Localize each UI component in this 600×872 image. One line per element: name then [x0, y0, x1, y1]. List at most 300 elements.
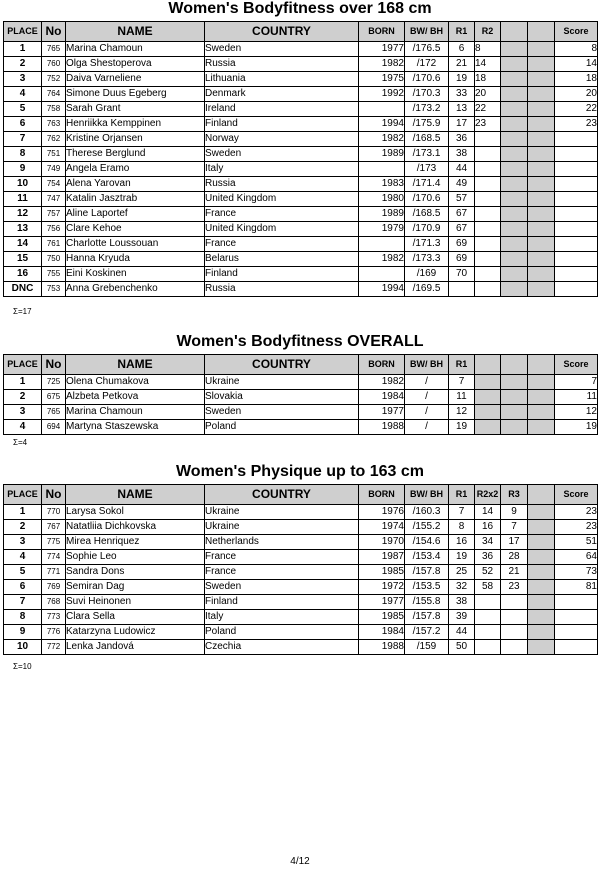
cell-bwbh: /169.5 — [405, 282, 449, 297]
cell-r1: 17 — [449, 117, 475, 132]
empty-cell — [501, 147, 528, 162]
cell-country: France — [205, 550, 359, 565]
cell-country: Czechia — [205, 640, 359, 655]
entry-count: Σ=17 — [13, 307, 32, 316]
cell-score — [555, 252, 598, 267]
results-table-physique-up-to-163 — [3, 484, 598, 655]
table-row — [4, 177, 598, 192]
cell-bwbh: /154.6 — [405, 535, 449, 550]
empty-cell — [528, 117, 555, 132]
empty-cell — [528, 267, 555, 282]
cell-bwbh: /168.5 — [405, 132, 449, 147]
col-header-r1: R1 — [449, 355, 475, 375]
cell-place: 2 — [4, 520, 42, 535]
cell-born: 1970 — [359, 535, 405, 550]
cell-bwbh: /170.6 — [405, 72, 449, 87]
cell-r3: 7 — [501, 520, 528, 535]
cell-country: Sweden — [205, 580, 359, 595]
col-header-country: COUNTRY — [205, 22, 359, 42]
cell-r1: 44 — [449, 162, 475, 177]
cell-score — [555, 192, 598, 207]
col-header-born: BORN — [359, 355, 405, 375]
cell-no: 758 — [42, 102, 66, 117]
empty-cell — [528, 535, 555, 550]
cell-no: 774 — [42, 550, 66, 565]
cell-place: 6 — [4, 117, 42, 132]
table-row — [4, 610, 598, 625]
cell-country: Netherlands — [205, 535, 359, 550]
cell-place: 10 — [4, 177, 42, 192]
page-number: 4/12 — [290, 856, 310, 867]
col-header-score: Score — [555, 485, 598, 505]
empty-cell — [475, 405, 501, 420]
empty-cell — [501, 132, 528, 147]
table-row — [4, 267, 598, 282]
table-row — [4, 117, 598, 132]
table-row — [4, 72, 598, 87]
cell-r2x2 — [475, 625, 501, 640]
cell-place: 1 — [4, 375, 42, 390]
cell-r1: 33 — [449, 87, 475, 102]
empty-cell — [528, 132, 555, 147]
cell-r1: 19 — [449, 550, 475, 565]
cell-no: 769 — [42, 580, 66, 595]
table-row — [4, 207, 598, 222]
cell-name: Anna Grebenchenko — [66, 282, 205, 297]
cell-born: 1994 — [359, 117, 405, 132]
empty-cell — [501, 420, 528, 435]
col-header-bwbh: BW/ BH — [405, 485, 449, 505]
cell-r2x2: 34 — [475, 535, 501, 550]
cell-r2 — [475, 252, 501, 267]
empty-cell — [528, 162, 555, 177]
cell-place: 1 — [4, 42, 42, 57]
table-row — [4, 132, 598, 147]
cell-bwbh: /160.3 — [405, 505, 449, 520]
cell-name: Clara Sella — [66, 610, 205, 625]
cell-score: 12 — [555, 405, 598, 420]
empty-cell — [528, 147, 555, 162]
empty-cell — [475, 420, 501, 435]
cell-no: 750 — [42, 252, 66, 267]
table-row — [4, 640, 598, 655]
cell-place: 8 — [4, 610, 42, 625]
cell-r1: 49 — [449, 177, 475, 192]
cell-no: 725 — [42, 375, 66, 390]
table-header-row — [4, 22, 598, 42]
cell-score: 18 — [555, 72, 598, 87]
cell-place: 4 — [4, 87, 42, 102]
table-row — [4, 282, 598, 297]
cell-score: 51 — [555, 535, 598, 550]
empty-cell — [528, 222, 555, 237]
cell-score: 73 — [555, 565, 598, 580]
cell-score: 8 — [555, 42, 598, 57]
cell-born — [359, 102, 405, 117]
empty-cell — [528, 207, 555, 222]
cell-bwbh: /175.9 — [405, 117, 449, 132]
col-header-no: No — [42, 22, 66, 42]
cell-country: Poland — [205, 625, 359, 640]
cell-r1: 39 — [449, 610, 475, 625]
cell-r1: 70 — [449, 267, 475, 282]
cell-name: Lenka Jandová — [66, 640, 205, 655]
cell-r2x2: 16 — [475, 520, 501, 535]
empty-cell — [501, 207, 528, 222]
cell-bwbh: /155.8 — [405, 595, 449, 610]
empty-cell — [528, 505, 555, 520]
cell-place: 5 — [4, 102, 42, 117]
cell-score: 23 — [555, 117, 598, 132]
col-header-empty — [501, 355, 528, 375]
col-header-born: BORN — [359, 22, 405, 42]
cell-born: 1982 — [359, 252, 405, 267]
col-header-score: Score — [555, 355, 598, 375]
cell-country: Denmark — [205, 87, 359, 102]
cell-score — [555, 207, 598, 222]
cell-r1: 69 — [449, 237, 475, 252]
cell-score: 64 — [555, 550, 598, 565]
cell-country: Russia — [205, 57, 359, 72]
cell-score — [555, 640, 598, 655]
cell-place: 9 — [4, 162, 42, 177]
cell-born: 1980 — [359, 192, 405, 207]
cell-no: 765 — [42, 42, 66, 57]
empty-cell — [501, 252, 528, 267]
cell-r1: 32 — [449, 580, 475, 595]
empty-cell — [528, 42, 555, 57]
table-row — [4, 57, 598, 72]
cell-place: 2 — [4, 390, 42, 405]
col-header-r2x2: R2x2 — [475, 485, 501, 505]
cell-no: 757 — [42, 207, 66, 222]
entry-count: Σ=10 — [13, 662, 32, 671]
col-header-place: PLACE — [4, 22, 42, 42]
empty-cell — [501, 162, 528, 177]
cell-country: Italy — [205, 610, 359, 625]
cell-born: 1983 — [359, 177, 405, 192]
cell-country: Ukraine — [205, 505, 359, 520]
col-header-name: NAME — [66, 355, 205, 375]
cell-country: France — [205, 207, 359, 222]
results-table-bodyfitness-overall — [3, 354, 598, 435]
cell-r2x2: 58 — [475, 580, 501, 595]
cell-country: United Kingdom — [205, 192, 359, 207]
empty-cell — [528, 252, 555, 267]
cell-score: 20 — [555, 87, 598, 102]
empty-cell — [528, 390, 555, 405]
section-title-physique-up-to-163: Women's Physique up to 163 cm — [175, 463, 424, 480]
section-title-bodyfitness-over-168: Women's Bodyfitness over 168 cm — [168, 0, 432, 17]
cell-place: 3 — [4, 405, 42, 420]
cell-score: 11 — [555, 390, 598, 405]
table-row — [4, 550, 598, 565]
cell-name: Henriikka Kemppinen — [66, 117, 205, 132]
col-header-born: BORN — [359, 485, 405, 505]
cell-name: Olena Chumakova — [66, 375, 205, 390]
cell-country: Sweden — [205, 405, 359, 420]
table-row — [4, 580, 598, 595]
cell-r2: 20 — [475, 87, 501, 102]
cell-bwbh: /171.3 — [405, 237, 449, 252]
empty-cell — [528, 640, 555, 655]
col-header-empty — [528, 355, 555, 375]
cell-no: 694 — [42, 420, 66, 435]
col-header-no: No — [42, 355, 66, 375]
col-header-place: PLACE — [4, 485, 42, 505]
cell-place: 7 — [4, 595, 42, 610]
cell-score: 14 — [555, 57, 598, 72]
cell-r1: 6 — [449, 42, 475, 57]
cell-bwbh: / — [405, 390, 449, 405]
cell-name: Martyna Staszewska — [66, 420, 205, 435]
cell-bwbh: /169 — [405, 267, 449, 282]
cell-r1: 13 — [449, 102, 475, 117]
cell-r2 — [475, 207, 501, 222]
cell-r1: 7 — [449, 375, 475, 390]
empty-cell — [528, 375, 555, 390]
table-row — [4, 102, 598, 117]
cell-country: Finland — [205, 595, 359, 610]
cell-bwbh: /176.5 — [405, 42, 449, 57]
empty-cell — [528, 550, 555, 565]
col-header-no: No — [42, 485, 66, 505]
cell-r1: 38 — [449, 147, 475, 162]
cell-no: 762 — [42, 132, 66, 147]
cell-country: Ireland — [205, 102, 359, 117]
cell-born: 1979 — [359, 222, 405, 237]
cell-r2: 14 — [475, 57, 501, 72]
col-header-empty — [528, 22, 555, 42]
cell-score — [555, 625, 598, 640]
col-header-country: COUNTRY — [205, 485, 359, 505]
cell-bwbh: /172 — [405, 57, 449, 72]
cell-bwbh: /157.2 — [405, 625, 449, 640]
cell-no: 755 — [42, 267, 66, 282]
cell-bwbh: /170.3 — [405, 87, 449, 102]
empty-cell — [501, 237, 528, 252]
empty-cell — [528, 610, 555, 625]
cell-born: 1992 — [359, 87, 405, 102]
table-row — [4, 162, 598, 177]
cell-no: 765 — [42, 405, 66, 420]
cell-r2 — [475, 147, 501, 162]
cell-born: 1985 — [359, 610, 405, 625]
table-row — [4, 42, 598, 57]
cell-born: 1984 — [359, 625, 405, 640]
empty-cell — [528, 595, 555, 610]
empty-cell — [528, 57, 555, 72]
cell-name: Marina Chamoun — [66, 42, 205, 57]
cell-born: 1974 — [359, 520, 405, 535]
table-header-row — [4, 485, 598, 505]
cell-born: 1988 — [359, 640, 405, 655]
cell-r2 — [475, 192, 501, 207]
cell-r2 — [475, 237, 501, 252]
cell-r1 — [449, 282, 475, 297]
cell-no: 753 — [42, 282, 66, 297]
cell-place: 15 — [4, 252, 42, 267]
cell-no: 771 — [42, 565, 66, 580]
empty-cell — [501, 102, 528, 117]
cell-bwbh: / — [405, 375, 449, 390]
cell-r2 — [475, 222, 501, 237]
cell-born — [359, 267, 405, 282]
cell-r2: 18 — [475, 72, 501, 87]
cell-score — [555, 282, 598, 297]
empty-cell — [501, 222, 528, 237]
cell-no: 764 — [42, 87, 66, 102]
cell-r1: 25 — [449, 565, 475, 580]
cell-no: 749 — [42, 162, 66, 177]
empty-cell — [528, 237, 555, 252]
col-header-r1: R1 — [449, 22, 475, 42]
cell-name: Alena Yarovan — [66, 177, 205, 192]
cell-r1: 19 — [449, 420, 475, 435]
table-row — [4, 420, 598, 435]
cell-score: 22 — [555, 102, 598, 117]
cell-country: Poland — [205, 420, 359, 435]
cell-no: 675 — [42, 390, 66, 405]
table-row — [4, 192, 598, 207]
cell-no: 776 — [42, 625, 66, 640]
table-row — [4, 565, 598, 580]
cell-r2x2 — [475, 640, 501, 655]
cell-name: Daiva Varneliene — [66, 72, 205, 87]
cell-score — [555, 132, 598, 147]
cell-name: Marina Chamoun — [66, 405, 205, 420]
cell-country: Russia — [205, 282, 359, 297]
table-row — [4, 87, 598, 102]
table-row — [4, 390, 598, 405]
cell-name: Olga Shestoperova — [66, 57, 205, 72]
cell-r1: 57 — [449, 192, 475, 207]
cell-r1: 12 — [449, 405, 475, 420]
cell-born — [359, 162, 405, 177]
col-header-place: PLACE — [4, 355, 42, 375]
cell-r1: 69 — [449, 252, 475, 267]
cell-born: 1982 — [359, 375, 405, 390]
entry-count: Σ=4 — [13, 438, 28, 447]
cell-r1: 21 — [449, 57, 475, 72]
results-table-bodyfitness-over-168 — [3, 21, 598, 297]
cell-no: 772 — [42, 640, 66, 655]
cell-born: 1977 — [359, 595, 405, 610]
cell-r3: 28 — [501, 550, 528, 565]
cell-country: United Kingdom — [205, 222, 359, 237]
cell-r1: 67 — [449, 222, 475, 237]
table-row — [4, 222, 598, 237]
cell-place: 10 — [4, 640, 42, 655]
table-row — [4, 237, 598, 252]
cell-r2x2: 36 — [475, 550, 501, 565]
cell-born: 1972 — [359, 580, 405, 595]
cell-no: 770 — [42, 505, 66, 520]
cell-r1: 36 — [449, 132, 475, 147]
cell-bwbh: /170.6 — [405, 192, 449, 207]
cell-r2x2: 52 — [475, 565, 501, 580]
cell-country: Slovakia — [205, 390, 359, 405]
table-header-row — [4, 355, 598, 375]
cell-name: Clare Kehoe — [66, 222, 205, 237]
cell-score — [555, 267, 598, 282]
cell-bwbh: /173.3 — [405, 252, 449, 267]
cell-bwbh: /153.5 — [405, 580, 449, 595]
cell-country: Sweden — [205, 147, 359, 162]
cell-no: 760 — [42, 57, 66, 72]
cell-born: 1982 — [359, 57, 405, 72]
cell-no: 754 — [42, 177, 66, 192]
cell-born: 1994 — [359, 282, 405, 297]
cell-r2 — [475, 177, 501, 192]
cell-place: 3 — [4, 72, 42, 87]
cell-score: 81 — [555, 580, 598, 595]
cell-place: 16 — [4, 267, 42, 282]
cell-bwbh: /157.8 — [405, 610, 449, 625]
empty-cell — [528, 580, 555, 595]
cell-born: 1975 — [359, 72, 405, 87]
table-row — [4, 375, 598, 390]
cell-country: France — [205, 237, 359, 252]
cell-no: 756 — [42, 222, 66, 237]
cell-r1: 38 — [449, 595, 475, 610]
cell-no: 752 — [42, 72, 66, 87]
cell-place: 9 — [4, 625, 42, 640]
cell-score — [555, 237, 598, 252]
cell-r3 — [501, 640, 528, 655]
cell-r3 — [501, 625, 528, 640]
cell-r3 — [501, 595, 528, 610]
cell-r3: 21 — [501, 565, 528, 580]
cell-name: Suvi Heinonen — [66, 595, 205, 610]
cell-bwbh: /173 — [405, 162, 449, 177]
empty-cell — [528, 420, 555, 435]
cell-place: 5 — [4, 565, 42, 580]
empty-cell — [475, 375, 501, 390]
cell-r2 — [475, 132, 501, 147]
table-row — [4, 405, 598, 420]
cell-no: 768 — [42, 595, 66, 610]
cell-r3: 9 — [501, 505, 528, 520]
col-header-bwbh: BW/ BH — [405, 355, 449, 375]
cell-score — [555, 177, 598, 192]
cell-r1: 16 — [449, 535, 475, 550]
cell-place: 14 — [4, 237, 42, 252]
empty-cell — [501, 267, 528, 282]
cell-no: 775 — [42, 535, 66, 550]
col-header-bwbh: BW/ BH — [405, 22, 449, 42]
cell-born: 1987 — [359, 550, 405, 565]
cell-country: Ukraine — [205, 520, 359, 535]
cell-born: 1985 — [359, 565, 405, 580]
cell-name: Simone Duus Egeberg — [66, 87, 205, 102]
cell-r2x2: 14 — [475, 505, 501, 520]
empty-cell — [501, 117, 528, 132]
empty-cell — [528, 102, 555, 117]
cell-bwbh: /171.4 — [405, 177, 449, 192]
cell-place: 13 — [4, 222, 42, 237]
cell-name: Aline Laportef — [66, 207, 205, 222]
cell-score: 23 — [555, 520, 598, 535]
cell-country: Ukraine — [205, 375, 359, 390]
cell-bwbh: /157.8 — [405, 565, 449, 580]
cell-born: 1989 — [359, 147, 405, 162]
cell-name: Katarzyna Ludowicz — [66, 625, 205, 640]
cell-r1: 8 — [449, 520, 475, 535]
cell-name: Alzbeta Petkova — [66, 390, 205, 405]
cell-no: 751 — [42, 147, 66, 162]
cell-bwbh: /155.2 — [405, 520, 449, 535]
